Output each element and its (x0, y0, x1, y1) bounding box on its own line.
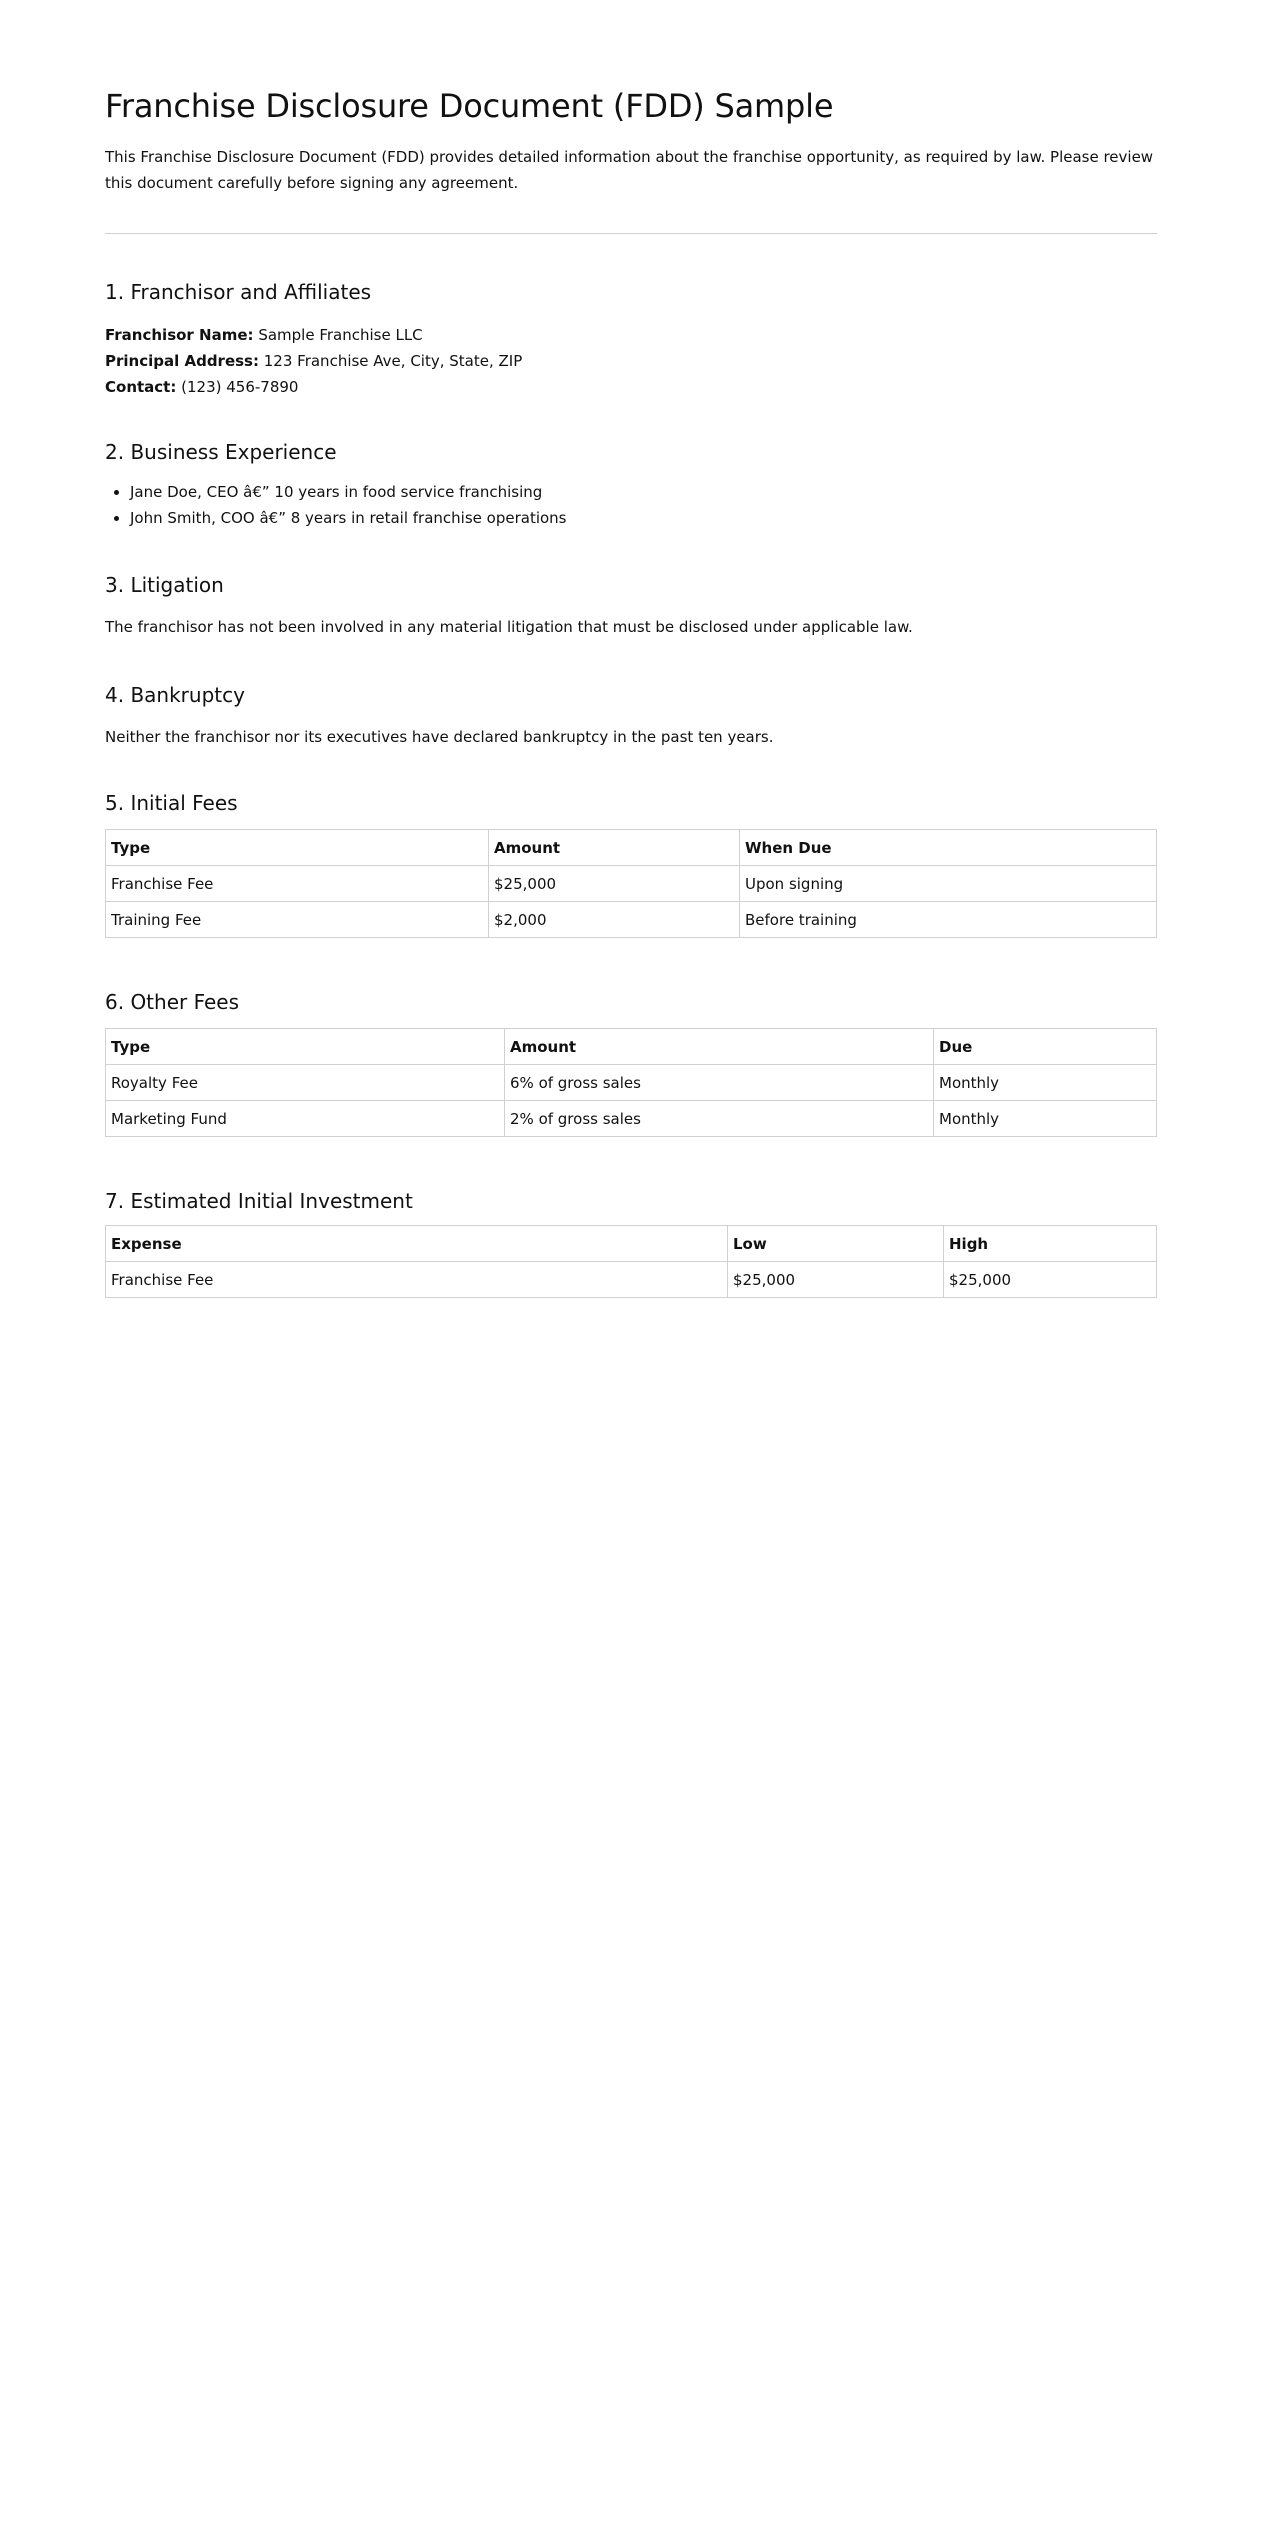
bankruptcy-text: Neither the franchisor nor its executives have declared bankruptcy in the past ten years. (105, 728, 774, 746)
field-value: (123) 456-7890 (181, 378, 299, 396)
other-fees-table (105, 1028, 1157, 1137)
section-heading-initial-fees: 5. Initial Fees (105, 791, 238, 815)
table-cell: $2,000 (489, 902, 740, 938)
estimated-investment-table (105, 1225, 1157, 1298)
table-cell: Training Fee (106, 902, 489, 938)
table-row (106, 902, 1157, 938)
table-header-row (106, 1226, 1157, 1262)
initial-fees-table (105, 829, 1157, 938)
column-header: Expense (106, 1226, 728, 1262)
table-header-row (106, 1029, 1157, 1065)
table-cell: $25,000 (944, 1262, 1157, 1298)
field-value: 123 Franchise Ave, City, State, ZIP (263, 352, 523, 370)
table-cell: Monthly (934, 1101, 1157, 1137)
experience-list (105, 479, 567, 531)
table-row (106, 1262, 1157, 1298)
field-label: Contact: (105, 378, 177, 396)
table-row (106, 866, 1157, 902)
table-header-row (106, 830, 1157, 866)
principal-address-line (105, 348, 522, 374)
field-label: Franchisor Name: (105, 326, 254, 344)
intro-paragraph: This Franchise Disclosure Document (FDD) provides detailed information about the franchise opportunity, as required by law. Please review this document carefully before signing any agreement. (105, 148, 1154, 192)
table-cell: $25,000 (489, 866, 740, 902)
table-cell: Upon signing (740, 866, 1157, 902)
column-header: When Due (740, 830, 1157, 866)
table-cell: Before training (740, 902, 1157, 938)
franchisor-name-line (105, 322, 423, 348)
field-value: Sample Franchise LLC (258, 326, 423, 344)
table-cell: Franchise Fee (106, 1262, 728, 1298)
table-cell: $25,000 (728, 1262, 944, 1298)
section-heading-business-experience: 2. Business Experience (105, 440, 337, 464)
section-heading-estimated-investment: 7. Estimated Initial Investment (105, 1189, 413, 1213)
page-title: Franchise Disclosure Document (FDD) Sample (105, 87, 834, 125)
column-header: Due (934, 1029, 1157, 1065)
litigation-text: The franchisor has not been involved in any material litigation that must be disclosed under applicable law. (105, 618, 913, 636)
column-header: Amount (489, 830, 740, 866)
column-header: Low (728, 1226, 944, 1262)
field-label: Principal Address: (105, 352, 259, 370)
column-header: Type (106, 830, 489, 866)
document-page (105, 0, 1157, 1299)
table-cell: 6% of gross sales (505, 1065, 934, 1101)
divider (105, 233, 1157, 234)
column-header: High (944, 1226, 1157, 1262)
list-item: • John Smith, COO â€” 8 years in retail franchise operations (130, 505, 567, 531)
table-cell: Marketing Fund (106, 1101, 505, 1137)
list-item: • Jane Doe, CEO â€” 10 years in food service franchising (130, 479, 567, 505)
table-row (106, 1065, 1157, 1101)
column-header: Type (106, 1029, 505, 1065)
table-cell: Monthly (934, 1065, 1157, 1101)
table-cell: Franchise Fee (106, 866, 489, 902)
table-cell: 2% of gross sales (505, 1101, 934, 1137)
contact-line (105, 374, 298, 400)
table-cell: Royalty Fee (106, 1065, 505, 1101)
section-heading-other-fees: 6. Other Fees (105, 990, 240, 1014)
table-row (106, 1101, 1157, 1137)
section-heading-bankruptcy: 4. Bankruptcy (105, 683, 245, 707)
column-header: Amount (505, 1029, 934, 1065)
section-heading-franchisor: 1. Franchisor and Affiliates (105, 280, 372, 304)
section-heading-litigation: 3. Litigation (105, 573, 224, 597)
